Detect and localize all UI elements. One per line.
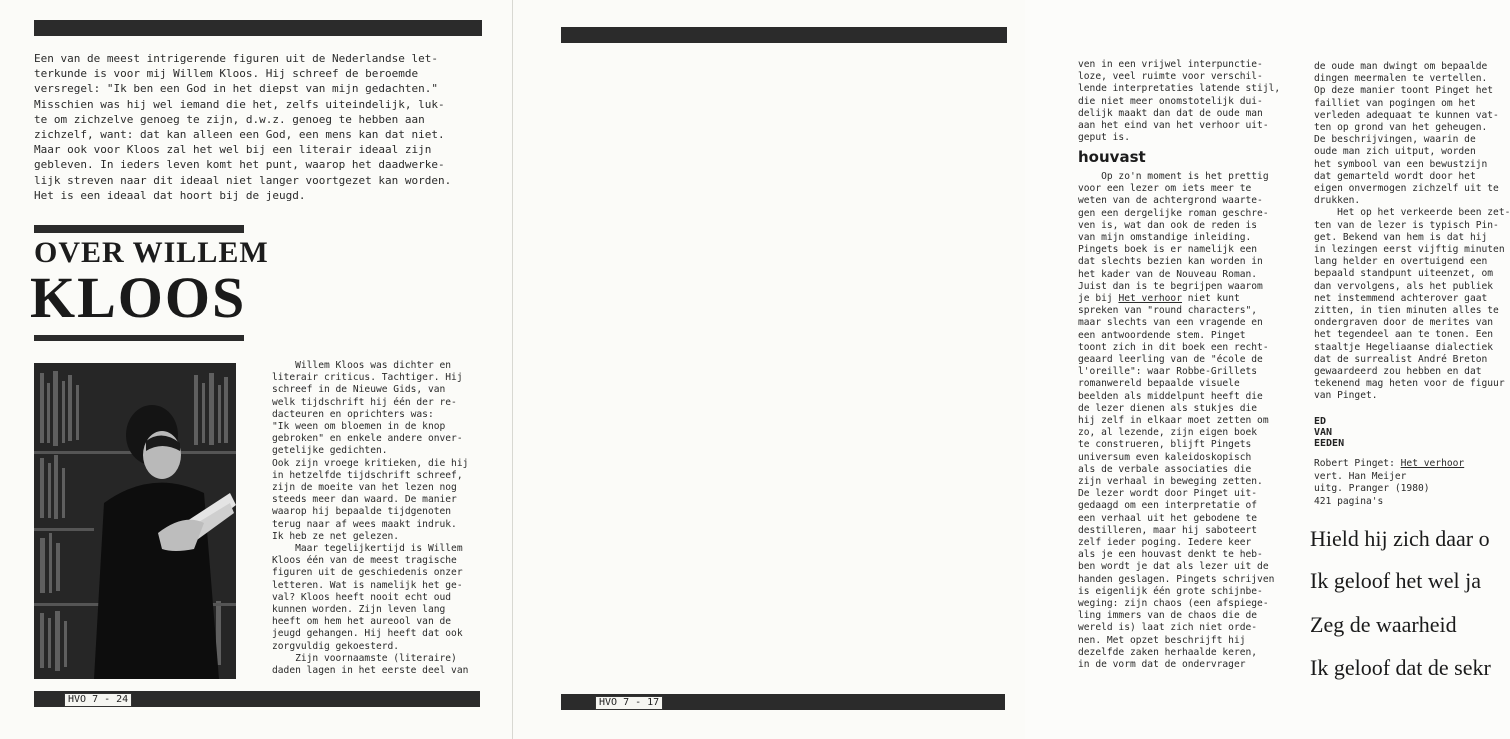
section-heading: houvast	[1078, 148, 1146, 166]
quote-line: Zeg de waarheid	[1310, 612, 1457, 637]
article-line: dacteuren en oprichters was:	[272, 408, 434, 420]
column-line: wereld is) laat zich niet orde-	[1078, 622, 1258, 634]
column-line: lende interpretaties latende stijl,	[1078, 83, 1281, 95]
column-line: get. Bekend van hem is dat hij	[1314, 231, 1488, 243]
page-number: HVO 7 - 24	[64, 693, 132, 707]
left-page	[0, 0, 512, 739]
column-line: ten op grond van het geheugen.	[1314, 122, 1488, 133]
column-line: Op deze manier toont Pinget het	[1314, 85, 1494, 97]
title-rule-bottom	[34, 335, 244, 341]
article-line: schreef in de Nieuwe Gids, van	[272, 384, 446, 396]
intro-line: Een van de meest intrigerende figuren uit de Nederlandse let-	[34, 52, 438, 65]
column-line: staaltje Hegeliaanse dialectiek	[1314, 341, 1494, 353]
article-line: letteren. Wat is namelijk het ge-	[272, 579, 463, 591]
intro-line: gebleven. In ieders leven komt het punt, waarop het daadwerke-	[34, 158, 445, 172]
column-line: romanwereld bepaalde visuele	[1078, 378, 1240, 390]
column-line: net instemmend achterover gaat	[1314, 292, 1488, 304]
column-line: hij zelf in elkaar moet zetten om	[1078, 415, 1269, 426]
article-line: Maar tegelijkertijd is Willem	[272, 543, 463, 554]
article-line: "Ik ween om bloemen in de knop	[272, 421, 446, 432]
column-line: ben wordt je dat als lezer uit de	[1078, 561, 1269, 573]
column-line: gedaagd om een interpretatie of	[1078, 500, 1258, 512]
column-line: Juist dan is te begrijpen waarom	[1078, 280, 1263, 292]
column-line: ten van de lezer is typisch Pin-	[1314, 219, 1499, 231]
intro-line: lijk streven naar dit ideaal niet langer voortgezet kan worden.	[34, 173, 452, 187]
column-line: Het op het verkeerde been zet-	[1314, 207, 1510, 219]
column-line: failliet van pogingen om het	[1314, 97, 1476, 109]
article-line: welk tijdschrift hij één der re-	[272, 396, 457, 408]
column-line: lang helder en overtuigend een	[1314, 256, 1488, 268]
column-line: universum even kaleidoskopisch	[1078, 451, 1252, 463]
article-line: heeft om hem het aureool van de	[272, 616, 452, 628]
column-line: dan vervolgens, als het publiek	[1314, 280, 1494, 292]
column-line: destilleren, maar hij saboteert	[1078, 524, 1258, 536]
column-line: De beschrijvingen, waarin de	[1314, 134, 1476, 146]
column-line: zelf ieder poging. Iedere keer	[1078, 537, 1252, 548]
article-line: daden lagen in het eerste deel van	[272, 665, 469, 676]
column-line: de oude man dwingt om bepaalde	[1314, 61, 1488, 72]
column-line: dat de surrealist André Breton	[1314, 353, 1488, 365]
quote-line: Hield hij zich daar o	[1310, 526, 1490, 551]
column-line: die niet meer onomstotelijk dui-	[1078, 95, 1263, 107]
author-signature: ED VAN EEDEN	[1314, 416, 1345, 449]
column-line: zijn verhaal in beweging zetten.	[1078, 476, 1263, 487]
column-line: van Pinget.	[1314, 390, 1378, 402]
article-line: zorgvuldig gekoesterd.	[272, 640, 400, 652]
column-line: dezelfde zaken herhaalde keren,	[1078, 646, 1258, 658]
book-info-line: uitg. Pranger (1980)	[1314, 483, 1430, 495]
column-line: spreken van "round characters",	[1078, 305, 1258, 317]
intro-line: versregel: "Ik ben een God in het diepst van mijn gedachten."	[34, 82, 438, 96]
top-rule	[561, 27, 1007, 43]
page-number: HVO 7 - 17	[595, 696, 663, 710]
column-line: geput is.	[1078, 132, 1130, 144]
article-line: Willem Kloos was dichter en	[272, 360, 452, 371]
column-line: het symbool van een bewustzijn	[1314, 158, 1488, 170]
column-line: nen. Met opzet beschrijft hij	[1078, 634, 1246, 646]
article-line: Ik heb ze net gelezen.	[272, 530, 400, 542]
column-line: aan het eind van het verhoor uit-	[1078, 120, 1269, 131]
article-line: figuren uit de geschiedenis onzer	[272, 567, 463, 579]
article-line: in hetzelfde tijdschrift schreef,	[272, 469, 463, 481]
right-page	[512, 0, 1510, 739]
article-title-line2: KLOOS	[30, 265, 247, 330]
article-line: Zijn voornaamste (literaire)	[272, 652, 457, 664]
column-line: loze, veel ruimte voor verschil-	[1078, 71, 1263, 83]
column-line: dingen meermalen te vertellen.	[1314, 73, 1488, 85]
top-rule	[34, 20, 482, 36]
column-line: tekenend mag heten voor de figuur	[1314, 378, 1505, 390]
portrait-photo	[34, 363, 236, 679]
column-line: ven is, wat dan ook de reden is	[1078, 219, 1258, 231]
column-line: in de vorm dat de ondervrager	[1078, 659, 1246, 670]
column-line: ondergraven door de merites van	[1314, 317, 1494, 329]
book-info-line: Robert Pinget: Het verhoor	[1314, 458, 1465, 469]
column-line: toont zich in dit boek een recht-	[1078, 341, 1269, 353]
intro-line: te om zichzelve genoeg te zijn, d.w.z. genoeg te hebben aan	[34, 112, 425, 126]
column-line: de lezer dienen als stukjes die	[1078, 402, 1258, 414]
intro-line: Het is een ideaal dat hoort bij de jeugd.	[34, 188, 306, 202]
quote-line: Ik geloof het wel ja	[1310, 568, 1482, 593]
article-line: literair criticus. Tachtiger. Hij	[272, 372, 463, 384]
column-line: een verhaal uit het gebodene te	[1078, 512, 1258, 524]
column-line: ling immers van de chaos die de	[1078, 610, 1258, 622]
column-line: zitten, in tien minuten alles te	[1314, 305, 1499, 316]
column-line: voor een lezer om iets meer te	[1078, 183, 1252, 195]
column-line: gewaardeerd zou hebben en dat	[1314, 366, 1482, 377]
column-line: dat gemarteld wordt door het	[1314, 170, 1476, 182]
column-line: oude man zich uitput, worden	[1314, 146, 1476, 158]
column-line: bepaald standpunt uiteenzet, om	[1314, 268, 1494, 280]
column-line: ven in een vrijwel interpunctie-	[1078, 59, 1263, 70]
article-line: getelijke gedichten.	[272, 445, 388, 457]
column-line: is eigenlijk één grote schijnbe-	[1078, 585, 1263, 597]
column-line: te construeren, blijft Pingets	[1078, 439, 1252, 451]
intro-line: Maar ook voor Kloos zal het wel bij een literair ideaal zijn	[34, 143, 432, 157]
article-line: gebroken" en enkele andere onver-	[272, 433, 463, 445]
intro-line: zichzelf, want: dat kan alleen een God, een mens kan dat niet.	[34, 128, 445, 141]
article-line: kunnen worden. Zijn leven lang	[272, 604, 446, 615]
article-line: val? Kloos heeft nooit echt oud	[272, 591, 452, 603]
column-line: Op zo'n moment is het prettig	[1078, 171, 1269, 182]
portrait-illustration	[34, 363, 236, 679]
column-line: een antwoordende stem. Pinget	[1078, 329, 1246, 341]
article-line: zijn de moeite van het lezen nog	[272, 482, 457, 493]
column-line: geaard leerling van de "école de	[1078, 354, 1263, 365]
column-line: gen een dergelijke roman geschre-	[1078, 207, 1269, 219]
column-line: drukken.	[1314, 195, 1361, 207]
book-info-line: vert. Han Meijer	[1314, 470, 1407, 482]
article-line: terug naar af wees maakt indruk.	[272, 518, 457, 530]
column-line: je bij Het verhoor niet kunt	[1078, 293, 1240, 304]
column-line: in lezingen eerst vijftig minuten	[1314, 244, 1505, 255]
column-line: verleden adequaat te kunnen vat-	[1314, 109, 1499, 121]
intro-line: terkunde is voor mij Willem Kloos. Hij schreef de beroemde	[34, 67, 419, 81]
column-line: als je een houvast denkt te heb-	[1078, 549, 1263, 561]
column-line: delijk maakt dan dat de oude man	[1078, 107, 1263, 119]
column-line: maar slechts van een vragende en	[1078, 317, 1263, 329]
column-line: weten van de achtergrond waarte-	[1078, 195, 1263, 207]
article-line: steeds meer dan waard. De manier	[272, 494, 457, 506]
column-line: l'oreille": waar Robbe-Grillets	[1078, 366, 1258, 378]
column-line: als de verbale associaties die	[1078, 463, 1252, 475]
column-line: van mijn omstandige inleiding.	[1078, 232, 1252, 243]
intro-line: Misschien was hij wel iemand die het, zelfs uiteindelijk, luk-	[34, 97, 445, 111]
article-line: jeugd gehangen. Hij heeft dat ook	[272, 628, 463, 640]
article-line: Kloos één van de meest tragische	[272, 555, 457, 567]
book-info-line: 421 pagina's	[1314, 495, 1384, 507]
article-title-line1: OVER WILLEM	[34, 236, 269, 269]
column-line: beelden als middelpunt heeft die	[1078, 390, 1263, 402]
column-line: dat slechts bezien kan worden in	[1078, 256, 1263, 268]
column-line: handen geslagen. Pingets schrijven	[1078, 573, 1275, 585]
column-line: het tegendeel aan te tonen. Een	[1314, 329, 1494, 341]
title-rule-top	[34, 225, 244, 233]
column-line: het kader van de Nouveau Roman.	[1078, 268, 1258, 280]
column-line: De lezer wordt door Pinget uit-	[1078, 488, 1258, 500]
article-line: Ook zijn vroege kritieken, die hij	[272, 457, 469, 469]
column-line: weging: zijn chaos (een afspiege-	[1078, 598, 1269, 609]
column-line: zo, al lezende, zijn eigen boek	[1078, 427, 1258, 439]
article-line: waarop hij bepaalde tijdgenoten	[272, 506, 452, 518]
quote-line: Ik geloof dat de sekr	[1310, 655, 1491, 680]
column-line: eigen onvermogen zichzelf uit te	[1314, 183, 1499, 194]
column-line: Pingets boek is er namelijk een	[1078, 244, 1258, 256]
